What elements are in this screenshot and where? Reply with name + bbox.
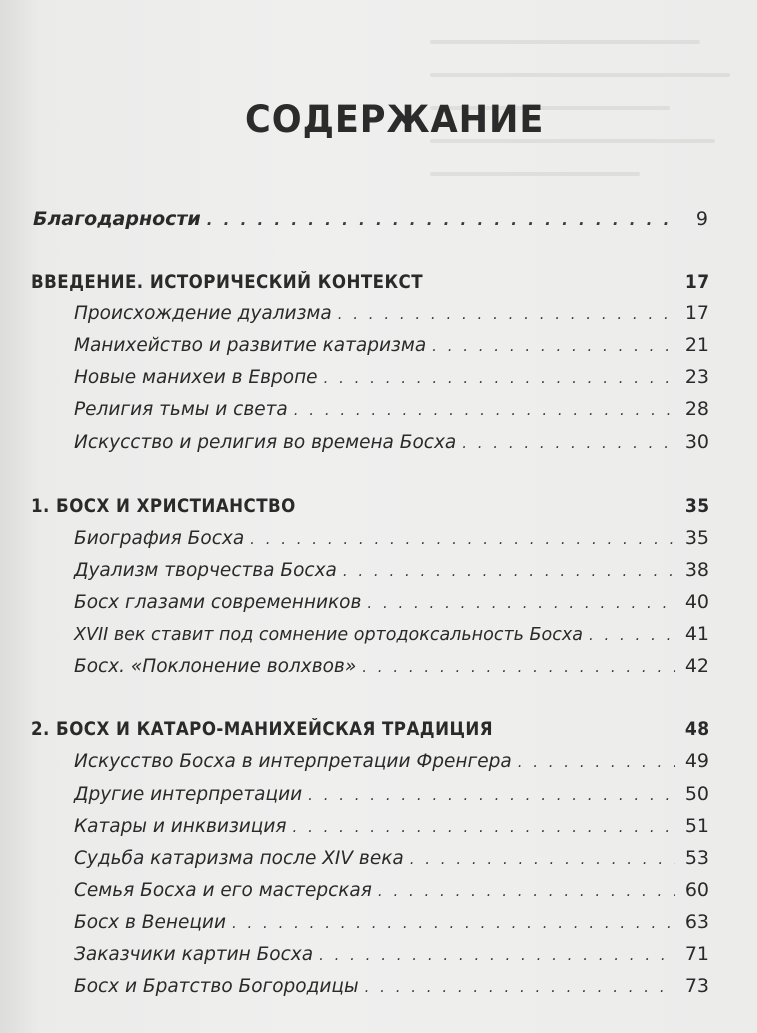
- leader-dots: [308, 780, 675, 810]
- toc-entry-label: Дуализм творчества Босха: [74, 560, 337, 581]
- toc-entry-page: 51: [684, 815, 709, 837]
- leader-dots: [232, 908, 675, 938]
- leader-dots: [319, 940, 675, 970]
- toc-entry-label: Благодарности: [33, 208, 201, 230]
- toc-section-introduction[interactable]: [31, 267, 710, 297]
- leader-dots: [432, 331, 675, 361]
- leader-dots: [250, 524, 675, 554]
- toc-entry-label: Манихейство и развитие катаризма: [74, 335, 427, 356]
- toc-entry[interactable]: [74, 907, 709, 937]
- toc-entry-page: 28: [684, 398, 709, 420]
- toc-entry[interactable]: [74, 587, 709, 617]
- toc-entry[interactable]: [74, 779, 709, 809]
- toc-entry-page: 9: [695, 208, 708, 230]
- toc-entry[interactable]: [74, 971, 709, 1001]
- toc-entry-label: Босх глазами современников: [74, 592, 362, 613]
- toc-entry-page: 23: [684, 366, 709, 388]
- leader-dots: [294, 395, 675, 425]
- toc-section-chapter-1[interactable]: [31, 491, 710, 521]
- toc-entry[interactable]: [74, 811, 709, 841]
- toc-section-label: 2. БОСХ И КАТАРО-МАНИХЕЙСКАЯ ТРАДИЦИЯ: [31, 719, 494, 740]
- toc-section-label: 1. БОСХ И ХРИСТИАНСТВО: [31, 496, 296, 517]
- toc-entry[interactable]: [74, 843, 709, 873]
- leader-dots: [338, 299, 675, 329]
- toc-entry[interactable]: [74, 523, 709, 553]
- leader-dots: [365, 972, 675, 1002]
- toc-entry-page: 60: [684, 879, 709, 901]
- toc-entry-label: Босх. «Поклонение волхвов»: [74, 656, 357, 677]
- toc-entry[interactable]: [74, 362, 709, 392]
- toc-entry-label: XVII век ставит под сомнение ортодоксальность Босха: [74, 625, 583, 645]
- leader-dots: [207, 205, 674, 235]
- toc-entry-acknowledgments[interactable]: [33, 204, 708, 234]
- toc-entry[interactable]: [74, 939, 709, 969]
- toc-section-label: ВВЕДЕНИЕ. ИСТОРИЧЕСКИЙ КОНТЕКСТ: [31, 272, 424, 293]
- toc-entry-label: Босх и Братство Богородицы: [74, 976, 359, 997]
- toc-entry-page: 42: [684, 655, 709, 677]
- toc-entry[interactable]: [74, 427, 709, 457]
- page-title: СОДЕРЖАНИЕ: [245, 98, 545, 141]
- toc-entry-label: Новые манихеи в Европе: [74, 367, 318, 388]
- toc-entry-label: Семья Босха и его мастерская: [74, 880, 372, 901]
- toc-entry-label: Катары и инквизиция: [74, 816, 287, 837]
- toc-section-page: 48: [684, 718, 710, 740]
- leader-dots: [378, 876, 675, 906]
- toc-section-chapter-2[interactable]: [31, 714, 710, 744]
- toc-entry-page: 21: [684, 334, 709, 356]
- toc-entry[interactable]: [74, 555, 709, 585]
- toc-entry-page: 41: [684, 623, 709, 645]
- toc-entry-page: 17: [684, 302, 709, 324]
- toc-entry[interactable]: [74, 394, 709, 424]
- toc-entry-label: Искусство Босха в интерпретации Френгера: [74, 751, 512, 772]
- toc-entry-page: 53: [684, 847, 709, 869]
- leader-dots: [324, 363, 675, 393]
- leader-dots: [362, 652, 675, 682]
- leader-dots: [518, 747, 675, 777]
- toc-entry-label: Происхождение дуализма: [74, 303, 332, 324]
- toc-entry[interactable]: [74, 330, 709, 360]
- toc-section-page: 35: [684, 495, 710, 517]
- toc-entry-page: 40: [684, 591, 709, 613]
- toc-entry-label: Биография Босха: [74, 528, 245, 549]
- toc-entry-label: Искусство и религия во времена Босха: [74, 432, 457, 453]
- toc-entry-page: 71: [684, 943, 709, 965]
- toc-entry[interactable]: [74, 619, 709, 649]
- toc-entry-label: Судьба катаризма после XIV века: [74, 848, 404, 869]
- toc-entry[interactable]: [74, 875, 709, 905]
- leader-dots: [367, 588, 675, 618]
- toc-entry-page: 35: [684, 527, 709, 549]
- toc-entry-label: Босх в Венеции: [74, 912, 226, 933]
- toc-entry[interactable]: [74, 298, 709, 328]
- toc-entry[interactable]: [74, 651, 709, 681]
- toc-entry-page: 49: [684, 750, 709, 772]
- leader-dots: [410, 844, 675, 874]
- leader-dots: [589, 620, 675, 650]
- toc-section-page: 17: [684, 271, 710, 293]
- toc-entry-page: 50: [684, 783, 709, 805]
- leader-dots: [293, 812, 675, 842]
- toc-entry-page: 63: [684, 911, 709, 933]
- toc-entry-label: Религия тьмы и света: [74, 399, 288, 420]
- leader-dots: [343, 556, 675, 586]
- toc-entry-page: 73: [684, 975, 709, 997]
- toc-entry-page: 30: [684, 431, 709, 453]
- toc-entry-label: Другие интерпретации: [74, 784, 303, 805]
- toc-entry[interactable]: [74, 746, 709, 776]
- toc-entry-page: 38: [684, 559, 709, 581]
- toc-entry-label: Заказчики картин Босха: [74, 944, 314, 965]
- leader-dots: [462, 428, 675, 458]
